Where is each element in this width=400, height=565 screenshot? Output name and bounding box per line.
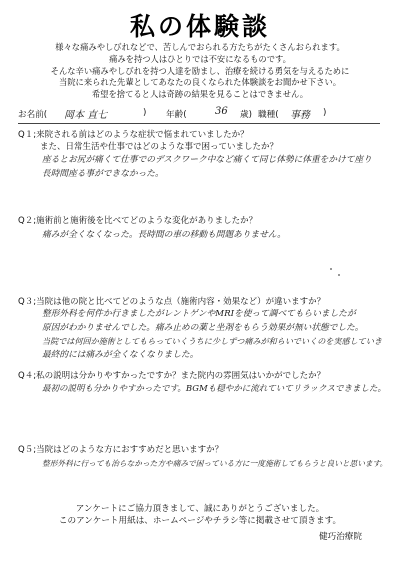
scan-speck (330, 268, 332, 270)
page-title: 私の体験談 (129, 12, 270, 41)
age-value: 36 (215, 106, 228, 117)
answer-5 (42, 457, 387, 471)
answer-3 (42, 308, 387, 362)
question-2 (18, 215, 386, 227)
scan-speck (338, 274, 340, 276)
intro-line: 希望を捨てると人は奇跡の結果を見ることはできません。 (91, 89, 309, 100)
answer-line: 痛みが全くなくなった。長時間の車の移動も問題ありません。 (42, 230, 286, 240)
question-text: 私の説明は分かりやすかったですか？また院内の雰囲気はいかがでしたか？ (36, 371, 326, 381)
question-1 (18, 129, 386, 153)
intro-line: 当院に来られた先輩としてあなたの良くなられた体験談をお聞かせ下さい。 (58, 77, 342, 88)
job-value: 事務 (290, 110, 310, 121)
job-label: 職種( (258, 110, 279, 120)
question-5 (18, 444, 386, 456)
question-number: Q３; (18, 297, 37, 307)
answer-4 (42, 383, 387, 397)
answer-line: 整形外科を何件か行きましたがレントゲンやMRIを使って調べてもらいましたが (42, 309, 356, 319)
clinic-name: 健巧治療院 (319, 532, 362, 542)
question-4 (18, 370, 386, 382)
answer-line: 当院では何回か施術としてもらっていくうちに少しずつ痛みが和らいでいくのを実感していき (42, 336, 382, 346)
profile-divider (18, 123, 380, 124)
footer-note (20, 503, 380, 527)
question-number: Q１; (18, 130, 37, 140)
job-close: ) (323, 108, 327, 118)
answer-2 (42, 229, 387, 243)
answer-1 (42, 154, 387, 181)
answer-line: 原因がわかりませんでした。痛み止めの薬と坐剤をもらう効果が無い状態でした。 (42, 322, 364, 333)
profile-row (18, 105, 386, 123)
question-text: 当院はどのような方におすすめだと思いますか？ (36, 445, 224, 455)
answer-line: 最終的には痛みが全くなくなりました。 (42, 349, 199, 360)
question-text: また、日常生活や仕事ではどのような事で困っていましたか？ (40, 142, 279, 152)
question-number: Q４; (18, 371, 37, 381)
question-number: Q２; (18, 216, 37, 226)
intro-line: 様々な痛みやしびれなどで、苦しんでおられる方たちがたくさんおられます。 (55, 42, 345, 52)
question-text: 当院は他の院と比べてどのような点（施術内容・効果など）が違いますか？ (36, 297, 326, 307)
question-text: 施術前と施術後を比べてどのような変化がありましたか？ (36, 216, 258, 226)
intro-line: そんな辛い痛みやしびれを持つ人達を励まし、治療を続ける勇気を与えるために (50, 65, 350, 76)
age-label: 年齢( (166, 110, 187, 120)
question-text: 来院される前はどのような症状で悩まれていましたか？ (36, 130, 249, 140)
answer-line: 長時間座る事ができなかった。 (42, 168, 164, 179)
intro-text (20, 42, 380, 101)
intro-line: 痛みを持つ人はひとりでは不安になるものです。 (109, 53, 291, 64)
answer-line: 座るとお尻が痛くて仕事でのデスクワーク中など痛くて同じ体勢に体重をかけて座り (42, 155, 372, 165)
name-value: 岡本 直七 (64, 110, 108, 121)
footer-line: このアンケート用紙は、ホームページやチラシ等に掲載させて頂きます。 (58, 516, 342, 526)
name-label: お名前( (18, 110, 48, 120)
question-number: Q５; (18, 445, 37, 455)
answer-line: 整形外科に行っても治らなかった方や痛みで困っている方に一度施術してもらうと良いと思います。 (42, 459, 387, 468)
age-unit: 歳) (240, 110, 252, 120)
answer-line: 最初の説明も分かりやすかったです。BGMも穏やかに流れていてリラックスできました。 (42, 384, 386, 394)
question-3 (18, 296, 386, 308)
footer-line: アンケートにご協力頂きまして、誠にありがとうございました。 (75, 504, 325, 514)
name-close: ) (143, 108, 147, 118)
